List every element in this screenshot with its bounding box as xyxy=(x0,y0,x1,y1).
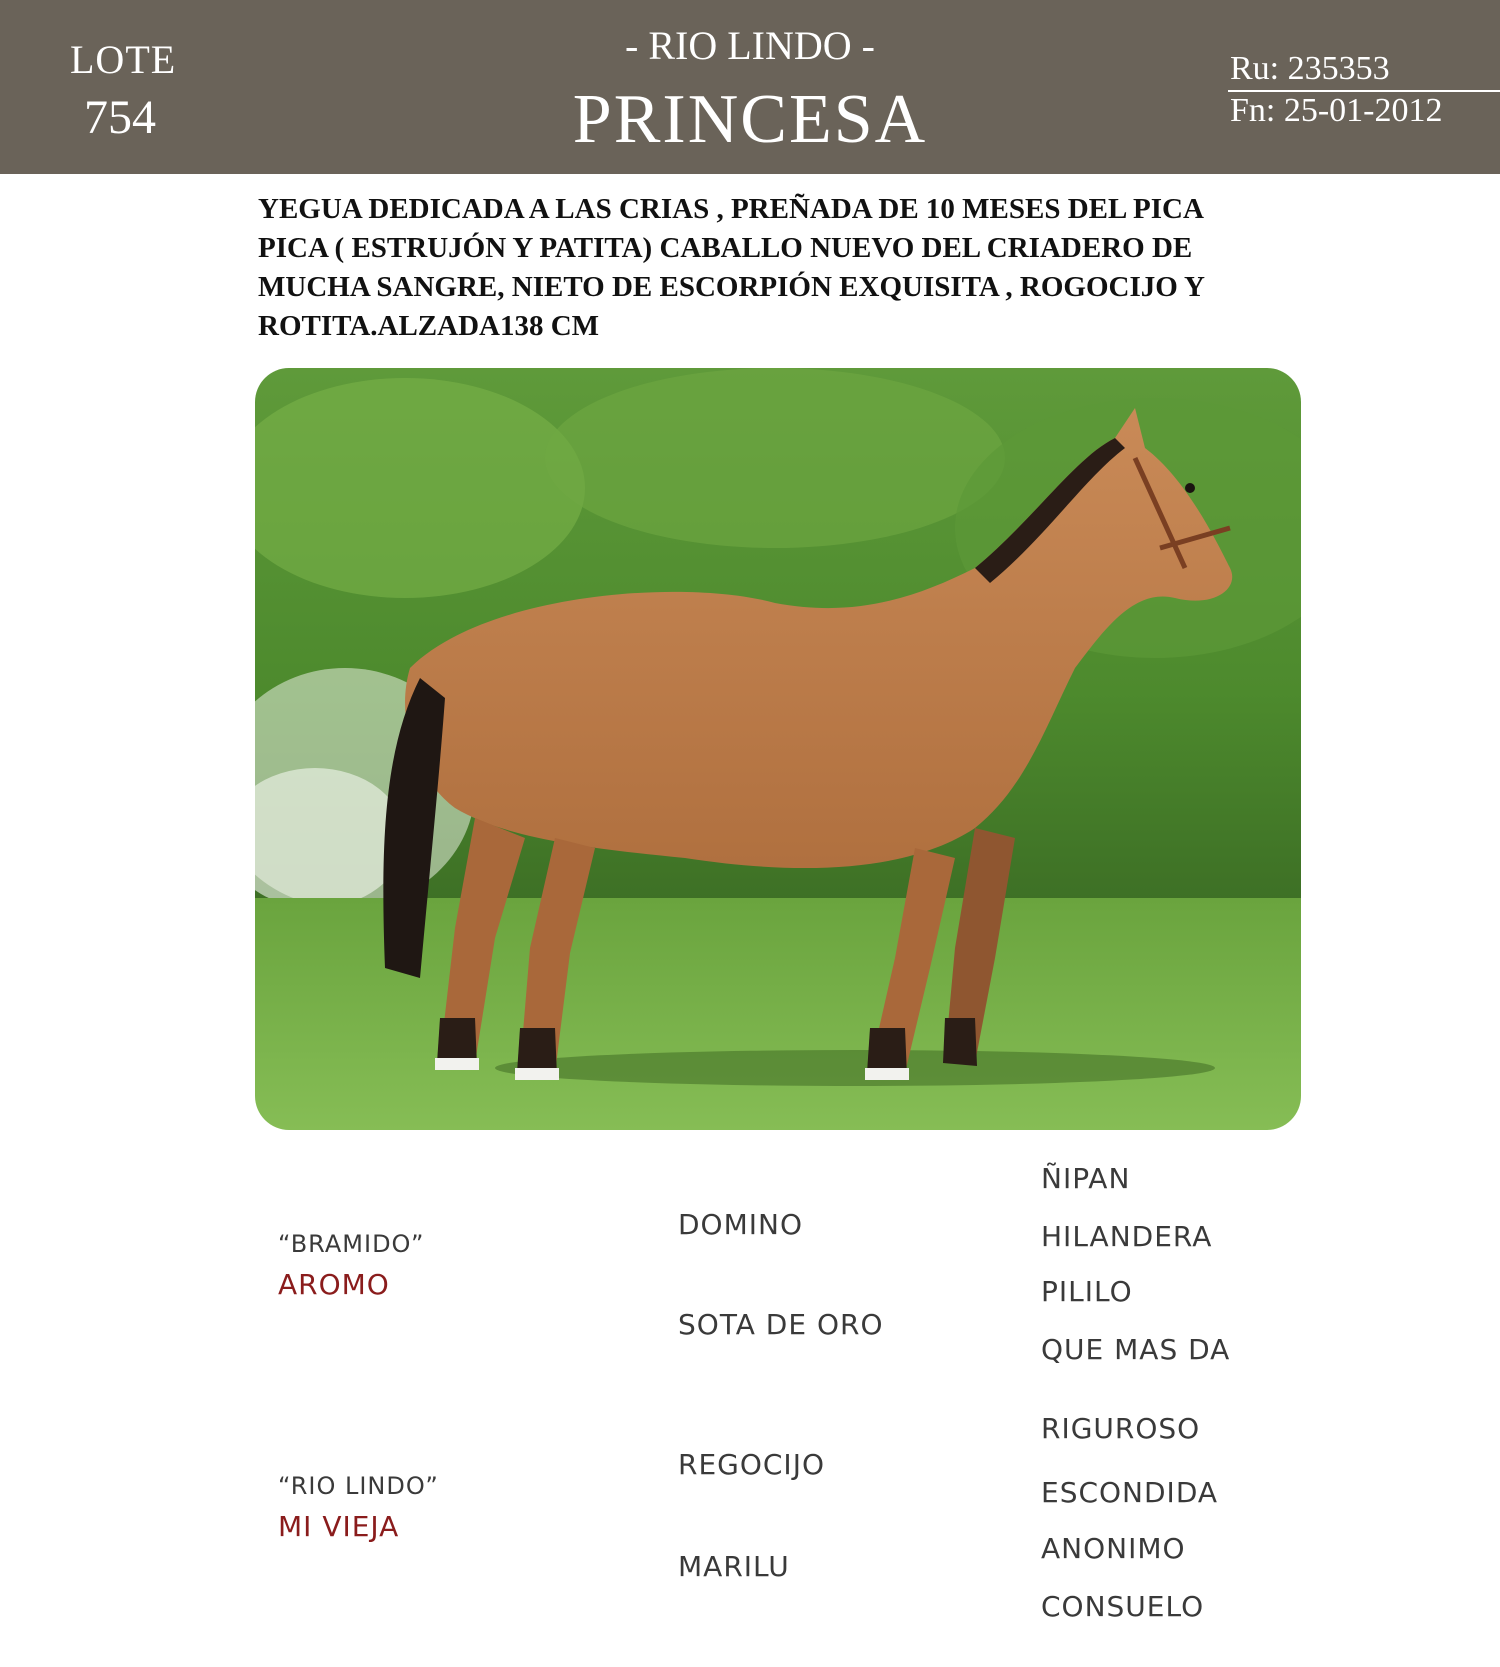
great-grandparent-name: RIGUROSO xyxy=(1041,1412,1201,1445)
registry-number: Ru: 235353 xyxy=(1230,50,1390,87)
dam-name: MI VIEJA xyxy=(278,1510,400,1543)
grandparent-name: MARILU xyxy=(678,1550,790,1583)
birth-date: Fn: 25-01-2012 xyxy=(1230,92,1443,129)
bay-mare-photo-illustration xyxy=(255,368,1301,1130)
great-grandparent-name: ANONIMO xyxy=(1041,1532,1186,1565)
sire-breeder: “BRAMIDO” xyxy=(278,1230,425,1258)
dam-breeder: “RIO LINDO” xyxy=(278,1472,439,1500)
grandparent-name: DOMINO xyxy=(678,1208,803,1241)
great-grandparent-name: ÑIPAN xyxy=(1041,1162,1131,1195)
breeder-name: - RIO LINDO - xyxy=(625,23,875,68)
lote-number: 754 xyxy=(84,91,156,144)
great-grandparent-name: ESCONDIDA xyxy=(1041,1476,1219,1509)
great-grandparent-name: PILILO xyxy=(1041,1275,1133,1308)
grandparent-name: REGOCIJO xyxy=(678,1448,825,1481)
lote-label: LOTE xyxy=(70,37,177,82)
great-grandparent-name: CONSUELO xyxy=(1041,1590,1205,1623)
sire-name: AROMO xyxy=(278,1268,390,1301)
horse-description: YEGUA DEDICADA A LAS CRIAS , PREÑADA DE 10 MESES DEL PICA PICA ( ESTRUJÓN Y PATITA) CABALLO NUEVO DEL CRIADERO DE MUCHA SANGRE, NIETO DE ESCORPIÓN EXQUISITA , ROGOCIJO Y ROTITA.ALZADA138 CM xyxy=(258,193,1204,342)
horse-name: PRINCESA xyxy=(572,81,928,158)
horse-photo xyxy=(255,368,1301,1130)
great-grandparent-name: QUE MAS DA xyxy=(1041,1333,1231,1366)
grandparent-name: SOTA DE ORO xyxy=(678,1308,884,1341)
header-bar xyxy=(0,0,1500,174)
great-grandparent-name: HILANDERA xyxy=(1041,1220,1213,1253)
